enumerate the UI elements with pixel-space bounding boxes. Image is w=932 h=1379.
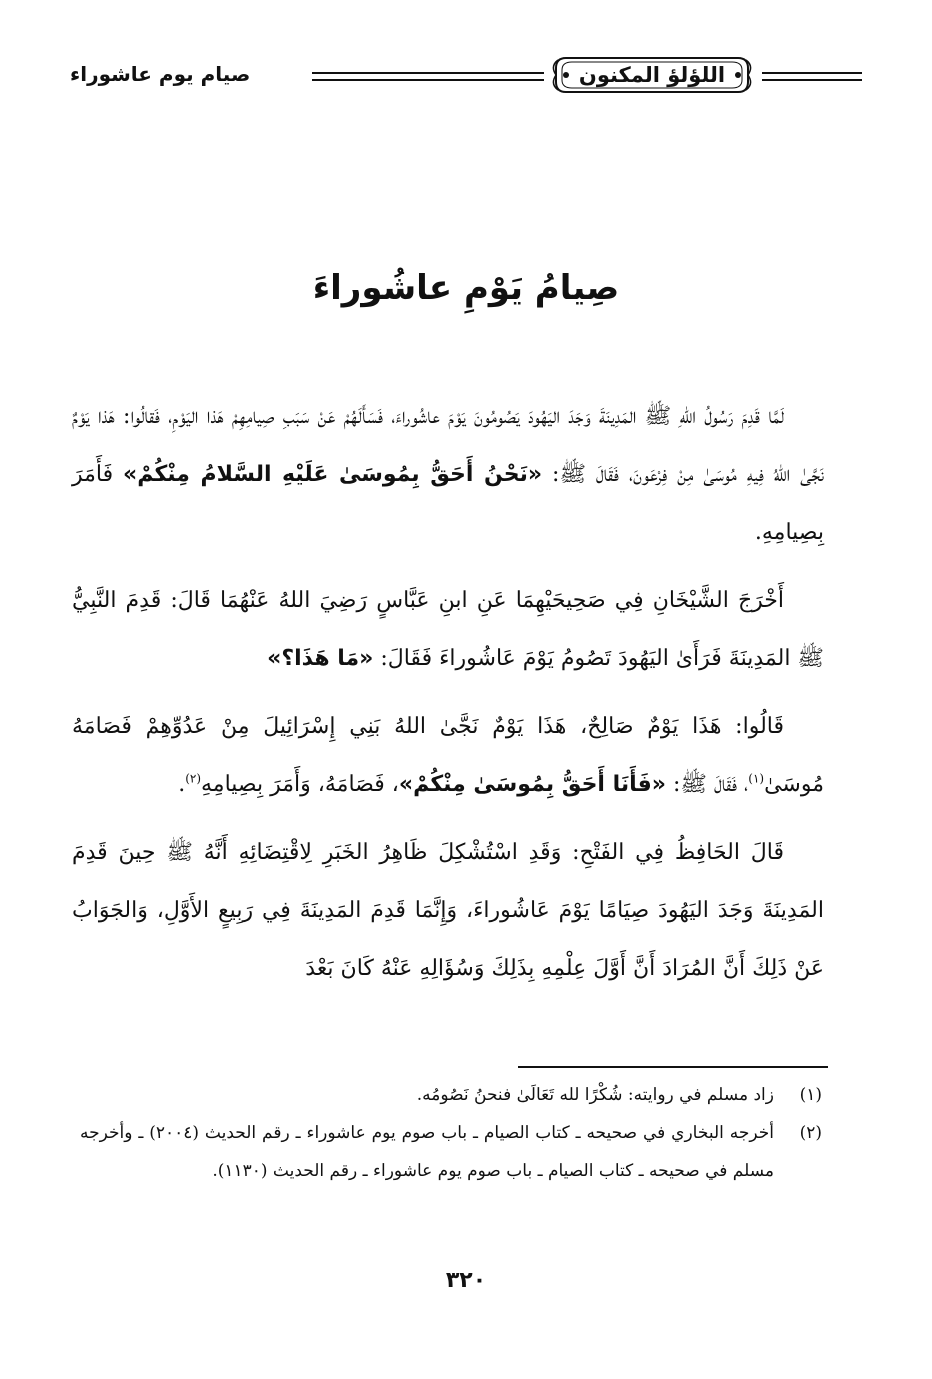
header-rule-right [762,72,862,81]
header-chapter-title: صيام يوم عاشوراء [70,62,251,86]
header-book-title-cartouche [552,54,752,96]
footnotes [80,1076,822,1190]
paragraph-text: قَالَ الحَافِظُ فِي الفَتْحِ: وَقَدِ اسْتُشْكِلَ ظَاهِرُ الخَبَرِ لِاقْتِضَائِهِ أَنَّهُ ﷺ حِينَ قَدِمَ المَدِينَةَ وَجَدَ اليَهُودَ صِيَامًا يَوْمَ عَاشُوراءَ، وَإِنَّمَا قَدِمَ المَدِينَةَ فِي رَبِيعٍ الأَوَّلِ، وَالجَوَابُ عَنْ ذَلِكَ أَنَّ المُرَادَ أَنَّ أَوَّلَ عِلْمِهِ بِذَلِكَ وَسُؤَالِهِ عَنْهُ كَانَ بَعْدَ [72,840,824,981]
paragraph-text: لَمَّا قَدِمَ رَسُولُ اللهِ ﷺ المَدِينَةَ وَجَدَ اليَهُودَ يَصُومُونَ يَوْمَ عاشُوراءَ، فَسَأَلَهُمْ عَنْ سَبَبِ صِيامِهِمْ هَذا اليَوْمِ، فَقالُوا: هَذا يَوْمٌ نَجَّىٰ اللهُ فِيهِ مُوسَىٰ مِنْ فِرْعَونَ، فَقَالَ ﷺ: [72,404,824,487]
paragraph-4 [72,824,824,998]
footnote-ref[interactable]: (٢) [185,771,202,786]
hadith-quote: «نَحْنُ أَحَقُّ بِمُوسَىٰ عَلَيْهِ السَّلامُ مِنْكُمْ» [123,462,543,487]
footnote-ref[interactable]: (١) [748,771,765,786]
header-rule-middle [312,72,544,81]
hadith-quote: «فَأَنَا أَحَقُّ بِمُوسَىٰ مِنْكُمْ» [398,772,667,797]
running-header [70,48,862,108]
paragraph-text: فَأَمَرَ بِصِيامِهِ. [72,462,824,545]
paragraph-3 [72,698,824,814]
paragraph-text: . [178,772,186,797]
footnote-text: أخرجه البخاري في صحيحه ـ كتاب الصيام ـ باب صوم يوم عاشوراء ـ رقم الحديث (٢٠٠٤) ـ وأخرجه مسلم في صحيحه ـ كتاب الصيام ـ باب صوم يوم عاشوراء ـ رقم الحديث (١١٣٠). [80,1123,774,1181]
section-title: صِيامُ يَوْمِ عاشُوراءَ [312,268,620,308]
footnote-number: (١) [799,1085,822,1105]
footnote-number: (٢) [799,1123,822,1143]
paragraph-2 [72,572,824,688]
footnote-separator [518,1066,828,1068]
paragraph-text: أَخْرَجَ الشَّيْخَانِ فِي صَحِيحَيْهِمَا عَنِ ابنِ عَبَّاسٍ رَضِيَ اللهُ عَنْهُمَا قَالَ: قَدِمَ النَّبِيُّ ﷺ المَدِينَةَ فَرَأَىٰ اليَهُودَ تَصُومُ يَوْمَ عَاشُوراءَ فَقَالَ: [72,588,824,671]
paragraph-text: قَالُوا: هَذَا يَوْمٌ صَالِحٌ، هَذَا يَوْمٌ نَجَّىٰ اللهُ بَنِي إِسْرَائِيلَ مِنْ عَدُوِّهِمْ فَصَامَهُ مُوسَىٰ [72,714,824,797]
paragraph-text: ، فَصَامَهُ، وَأَمَرَ بِصِيامِهِ [201,772,399,797]
hadith-quote: «مَا هَذَا؟» [267,646,374,671]
footnote-2 [80,1114,822,1190]
paragraph-1 [72,388,824,562]
body-text [72,388,824,1008]
paragraph-text: ، فَقَالَ ﷺ: [666,772,749,797]
footnote-text: زاد مسلم في روايته: شُكْرًا لله تَعَالَىٰ فنحنُ نَصُومُه. [416,1085,774,1105]
header-book-title: اللؤلؤ المكنون [578,63,726,87]
footnote-1 [80,1076,822,1114]
page-number: ٣٢٠ [445,1268,487,1293]
